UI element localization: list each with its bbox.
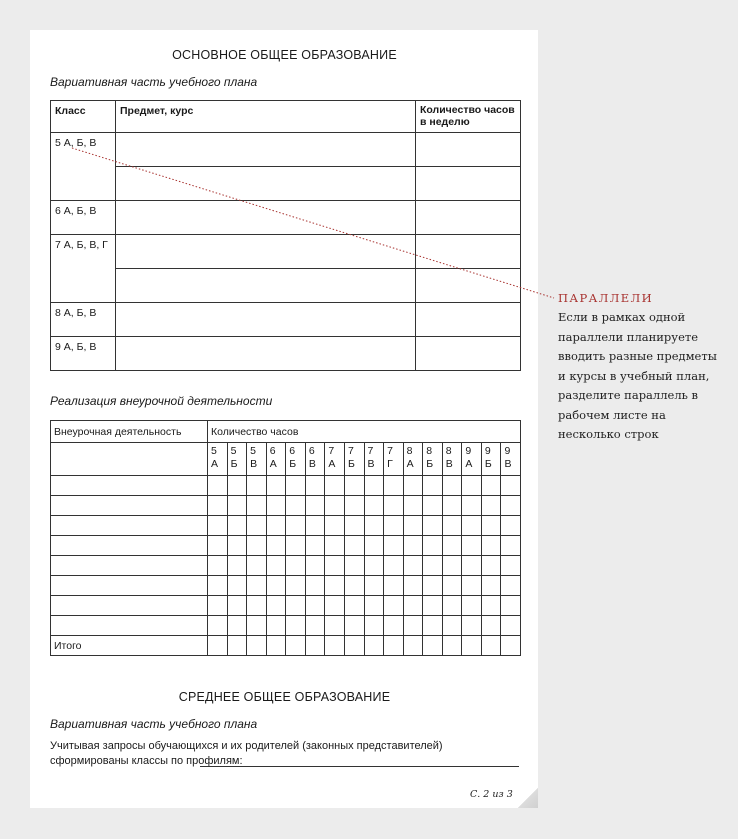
class-number: 5: [211, 445, 217, 457]
section-title-secondary: СРЕДНЕЕ ОБЩЕЕ ОБРАЗОВАНИЕ: [178, 690, 391, 704]
class-letter: Б: [230, 458, 238, 470]
section-subtitle-variative-2: Вариативная часть учебного плана: [50, 717, 258, 731]
class-number: 9: [465, 445, 472, 457]
class-number: 7: [328, 445, 335, 457]
class-letter: Б: [289, 458, 297, 470]
class-number: 7: [387, 445, 393, 457]
class-number: 8: [426, 445, 433, 457]
header-subject: Предмет, курс: [116, 101, 416, 133]
sidenote-body: Если в рамках одной параллели планируете вводить разные предметы и курсы в учебный план, разделите параллель в рабочем листе на несколько строк: [558, 310, 717, 441]
class-number: 5: [250, 445, 256, 457]
section-title-basic: ОСНОВНОЕ ОБЩЕЕ ОБРАЗОВАНИЕ: [172, 48, 397, 62]
total-label: Итого: [51, 636, 208, 656]
class-number: 6: [289, 445, 296, 457]
class-number: 9: [484, 445, 491, 457]
class-number: 8: [445, 445, 452, 457]
class-letter: Б: [347, 458, 355, 470]
class-cell-5: 5 А, Б, В: [51, 133, 116, 201]
section-subtitle-extracurricular: Реализация внеурочной деятельности: [50, 394, 273, 408]
class-letter: А: [211, 458, 219, 470]
class-cell-7: 7 А, Б, В, Г: [51, 235, 116, 303]
class-number: 9: [504, 445, 511, 457]
class-letter: А: [328, 458, 336, 470]
class-letter: А: [465, 458, 473, 470]
class-letter: В: [250, 458, 258, 470]
class-cell-6: 6 А, Б, В: [51, 201, 116, 235]
class-letter: Г: [387, 458, 393, 470]
class-letter: В: [504, 458, 512, 470]
class-letter: В: [367, 458, 375, 470]
class-number: 7: [367, 445, 374, 457]
class-letter: А: [269, 458, 277, 470]
page-number: С. 2 из 3: [470, 789, 513, 800]
header-activity: Внеурочная деятельность: [51, 421, 208, 443]
header-hours-week: Количество часов в неделю: [416, 101, 521, 133]
class-number: 7: [347, 445, 354, 457]
class-letter: В: [308, 458, 316, 470]
class-letter: Б: [426, 458, 434, 470]
section-subtitle-variative: Вариативная часть учебного плана: [50, 75, 258, 89]
class-number: 6: [308, 445, 315, 457]
header-class: Класс: [51, 101, 116, 133]
class-cell-8: 8 А, Б, В: [51, 303, 116, 337]
class-letter: А: [406, 458, 414, 470]
header-hours: Количество часов: [208, 421, 521, 443]
class-number: 5: [230, 445, 237, 457]
class-letter: Б: [484, 458, 492, 470]
class-number: 6: [269, 445, 276, 457]
sidenote-title: ПАРАЛЛЕЛИ: [558, 291, 653, 305]
profile-paragraph: Учитывая запросы обучающихся и их родителей (законных представителей) сформированы классы по профилям:: [50, 740, 443, 767]
class-number: 8: [406, 445, 413, 457]
class-letter: В: [445, 458, 453, 470]
class-cell-9: 9 А, Б, В: [51, 337, 116, 371]
